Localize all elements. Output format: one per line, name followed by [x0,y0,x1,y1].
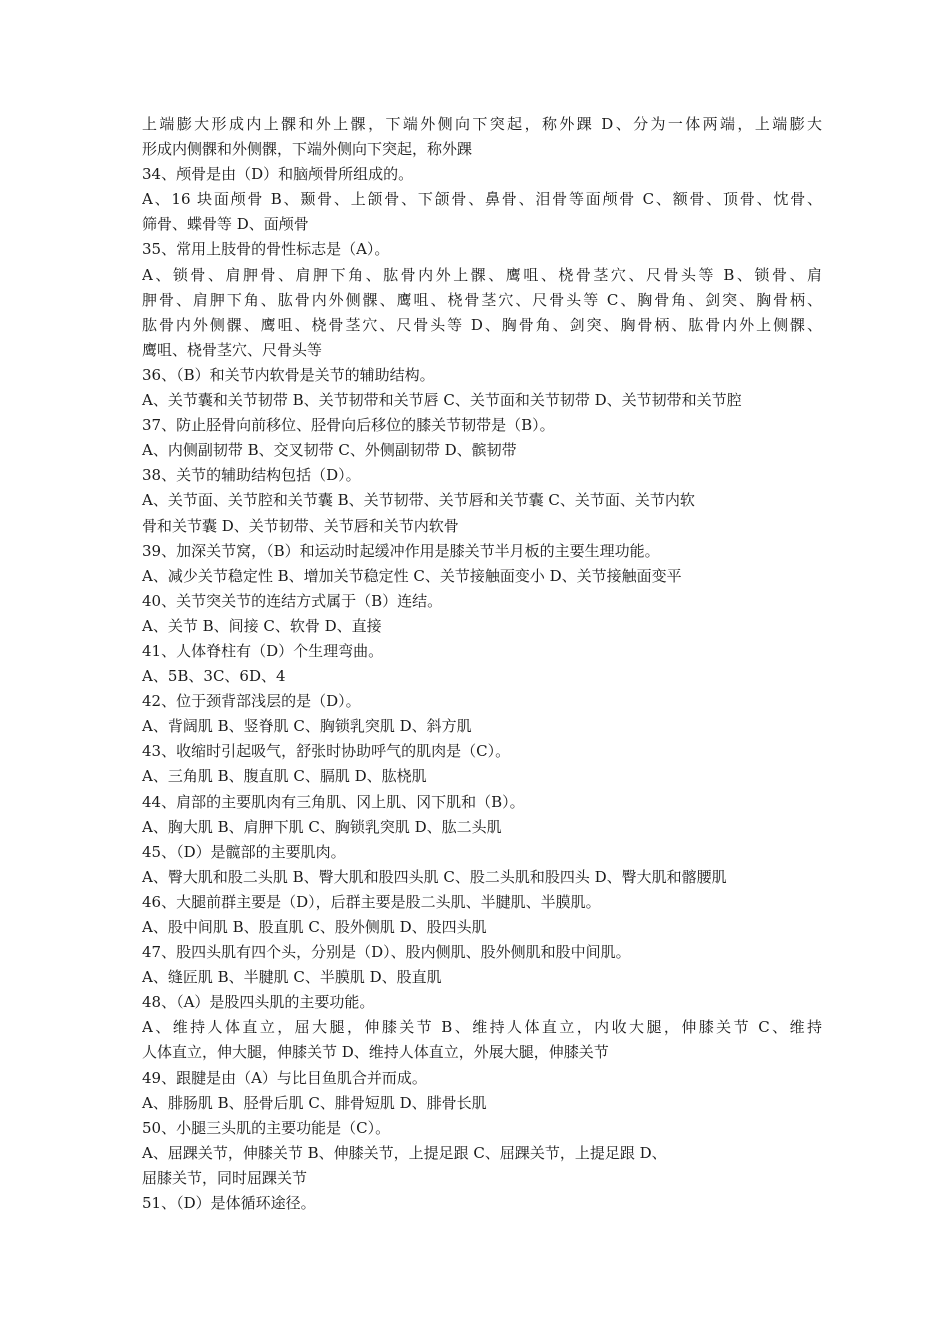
question-line: 42、位于颈背部浅层的是（D）。 [142,692,361,711]
question-line: 50、小腿三头肌的主要功能是（C）。 [142,1118,391,1137]
text-line: A、关节囊和关节韧带 B、关节韧带和关节唇 C、关节面和关节韧带 D、关节韧带和关节腔 [142,391,742,410]
text-line: A、减少关节稳定性 B、增加关节稳定性 C、关节接触面变小 D、关节接触面变平 [142,566,682,585]
question-line: 35、常用上肢骨的骨性标志是（A）。 [142,240,390,259]
text-line: 鹰咀、桡骨茎穴、尺骨头等 [142,340,323,359]
text-line: 骨和关节囊 D、关节韧带、关节唇和关节内软骨 [142,516,459,535]
text-line: 人体直立，伸大腿，伸膝关节 D、维持人体直立，外展大腿，伸膝关节 [142,1043,609,1062]
question-line: 45、（D）是髋部的主要肌肉。 [142,842,346,861]
question-line: 39、加深关节窝，（B）和运动时起缓冲作用是膝关节半月板的主要生理功能。 [142,541,660,560]
text-line: A、内侧副韧带 B、交叉韧带 C、外侧副韧带 D、髌韧带 [142,441,517,460]
text-line: A、维持人体直立，屈大腿，伸膝关节 B、维持人体直立，内收大腿，伸膝关节 C、维持 [142,1018,822,1037]
text-line: A、三角肌 B、腹直肌 C、膈肌 D、肱桡肌 [142,767,427,786]
question-line: 41、人体脊柱有（D）个生理弯曲。 [142,641,384,660]
text-line: A、胸大肌 B、肩胛下肌 C、胸锁乳突肌 D、肱二头肌 [142,817,502,836]
text-line: A、缝匠肌 B、半腱肌 C、半膜肌 D、股直肌 [142,968,442,987]
text-line: A、关节 B、间接 C、软骨 D、直接 [142,616,382,635]
text-line: A、臀大肌和股二头肌 B、臀大肌和股四头肌 C、股二头肌和股四头 D、臀大肌和髂腰肌 [142,867,727,886]
question-line: 38、关节的辅助结构包括（D）。 [142,466,361,485]
text-line: 上端膨大形成内上髁和外上髁，下端外侧向下突起，称外踝 D、分为一体两端，上端膨大 [142,115,822,133]
question-line: 37、防止胫骨向前移位、胫骨向后移位的膝关节韧带是（B）。 [142,416,555,435]
question-line: 34、颅骨是由（D）和脑颅骨所组成的。 [142,165,414,184]
text-line: A、股中间肌 B、股直肌 C、股外侧肌 D、股四头肌 [142,918,487,936]
text-line: A、背阔肌 B、竖脊肌 C、胸锁乳突肌 D、斜方肌 [142,717,472,736]
question-line: 51、（D）是体循环途径。 [142,1194,316,1213]
text-line: A、锁骨、肩胛骨、肩胛下角、肱骨内外上髁、鹰咀、桡骨茎穴、尺骨头等 B、锁骨、肩 [142,265,822,284]
question-line: 44、肩部的主要肌肉有三角肌、冈上肌、冈下肌和（B）。 [142,792,525,811]
question-line: 43、收缩时引起吸气，舒张时协助呼气的肌肉是（C）。 [142,742,511,761]
text-line: A、5B、3C、6D、4 [142,667,286,686]
text-line: A、16 块面颅骨 B、颞骨、上颌骨、下颌骨、鼻骨、泪骨等面颅骨 C、额骨、顶骨、忱骨、 [142,190,822,209]
question-line: 40、关节突关节的连结方式属于（B）连结。 [142,591,443,610]
question-line: 49、跟腱是由（A）与比目鱼肌合并而成。 [142,1068,427,1087]
text-line: 屈膝关节，同时屈踝关节 [142,1168,308,1187]
text-line: 胛骨、肩胛下角、肱骨内外侧髁、鹰咀、桡骨茎穴、尺骨头等 C、胸骨角、剑突、胸骨柄、 [142,290,822,309]
question-line: 47、股四头肌有四个头，分别是（D）、股内侧肌、股外侧肌和股中间肌。 [142,943,631,962]
question-line: 48、（A）是股四头肌的主要功能。 [142,993,375,1012]
text-line: A、关节面、关节腔和关节囊 B、关节韧带、关节唇和关节囊 C、关节面、关节内软 [142,491,695,510]
document-body [142,112,822,1216]
text-line: A、腓肠肌 B、胫骨后肌 C、腓骨短肌 D、腓骨长肌 [142,1093,487,1112]
text-line: 肱骨内外侧髁、鹰咀、桡骨茎穴、尺骨头等 D、胸骨角、剑突、胸骨柄、肱骨内外上侧髁、 [142,315,822,334]
text-line: 筛骨、蝶骨等 D、面颅骨 [142,215,309,234]
question-line: 46、大腿前群主要是（D），后群主要是股二头肌、半腱肌、半膜肌。 [142,892,601,911]
question-line: 36、（B）和关节内软骨是关节的辅助结构。 [142,365,435,384]
text-line: A、屈踝关节，伸膝关节 B、伸膝关节，上提足跟 C、屈踝关节，上提足跟 D、 [142,1143,667,1162]
text-line: 形成内侧髁和外侧髁，下端外侧向下突起，称外踝 [142,140,473,159]
